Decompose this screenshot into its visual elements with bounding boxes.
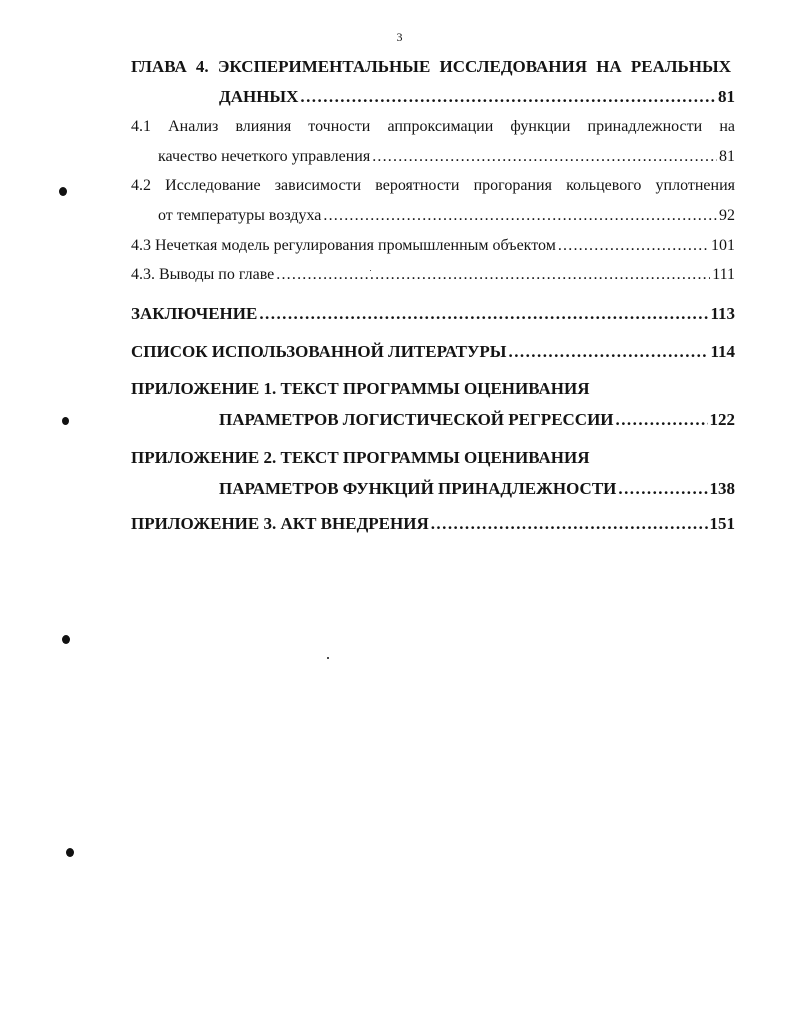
page-number: 3	[396, 30, 403, 44]
toc-page-number: 101	[711, 237, 735, 254]
toc-chapter-4-title: ГЛАВА 4. ЭКСПЕРИМЕНТАЛЬНЫЕ ИССЛЕДОВАНИЯ НА РЕАЛЬНЫХ	[131, 57, 731, 76]
toc-entry-chapter-conclusions[interactable]	[131, 266, 735, 284]
toc-entry-section-4-2[interactable]	[158, 207, 735, 225]
toc-page-number: 81	[718, 87, 735, 106]
toc-page-number: 151	[709, 514, 735, 533]
toc-entry-conclusion[interactable]	[131, 304, 735, 324]
toc-chapter-4-title-cont: ДАННЫХ	[219, 87, 299, 106]
dot-leader	[558, 237, 709, 255]
dot-leader	[276, 266, 710, 284]
toc-section-4-1-title: 4.1 Анализ влияния точности аппроксимации функции принадлежности на	[131, 118, 735, 135]
toc-appendix-1-title	[131, 379, 735, 399]
toc-appendix-2-title-line1: ПРИЛОЖЕНИЕ 2. ТЕКСТ ПРОГРАММЫ ОЦЕНИВАНИЯ	[131, 448, 590, 467]
toc-page-number: 81	[719, 148, 735, 165]
toc-page-number: 92	[719, 207, 735, 224]
toc-entry-section-4-1[interactable]	[158, 148, 735, 166]
toc-section-4-1-title-cont: качество нечеткого управления	[158, 148, 371, 165]
toc-section-4-3-title: 4.3 Нечеткая модель регулирования промышленным объектом	[131, 237, 556, 254]
scan-hole-mark	[62, 417, 69, 425]
toc-section-4-2-title-cont: от температуры воздуха	[158, 207, 322, 224]
toc-section-4-2-title: 4.2 Исследование зависимости вероятности прогорания кольцевого уплотнения	[131, 177, 735, 194]
toc-appendix-2-title	[131, 448, 735, 468]
toc-appendix-1-title-line1: ПРИЛОЖЕНИЕ 1. ТЕКСТ ПРОГРАММЫ ОЦЕНИВАНИЯ	[131, 379, 590, 398]
scan-speck	[327, 657, 329, 659]
toc-entry-section-4-3[interactable]	[131, 237, 735, 255]
dot-leader	[431, 514, 708, 534]
toc-appendix-3-title: ПРИЛОЖЕНИЕ 3. АКТ ВНЕДРЕНИЯ	[131, 514, 429, 533]
toc-chapter-conclusions-title: 4.3. Выводы по главе	[131, 266, 275, 283]
toc-references-title: СПИСОК ИСПОЛЬЗОВАННОЙ ЛИТЕРАТУРЫ	[131, 342, 507, 361]
scan-speck	[370, 270, 371, 271]
scan-hole-mark	[59, 187, 67, 196]
toc-entry-chapter-4[interactable]	[219, 87, 735, 107]
toc-entry-appendix-2[interactable]	[219, 479, 735, 499]
scan-hole-mark	[62, 635, 70, 644]
toc-page-number: 113	[710, 304, 735, 323]
dot-leader	[323, 207, 717, 225]
dot-leader	[300, 87, 716, 107]
dot-leader	[372, 148, 717, 166]
toc-entry-appendix-1[interactable]	[219, 410, 735, 430]
dot-leader	[616, 410, 708, 430]
toc-conclusion-title: ЗАКЛЮЧЕНИЕ	[131, 304, 258, 323]
toc-page-number: 114	[710, 342, 735, 361]
scan-hole-mark	[66, 848, 74, 857]
toc-appendix-2-title-cont: ПАРАМЕТРОВ ФУНКЦИЙ ПРИНАДЛЕЖНОСТИ	[219, 479, 617, 498]
dot-leader	[259, 304, 708, 324]
toc-page-number: 111	[712, 266, 735, 283]
toc-appendix-1-title-cont: ПАРАМЕТРОВ ЛОГИСТИЧЕСКОЙ РЕГРЕССИИ	[219, 410, 614, 429]
dot-leader	[509, 342, 709, 362]
toc-page-number: 122	[709, 410, 735, 429]
toc-page-number: 138	[709, 479, 735, 498]
toc-entry-references[interactable]	[131, 342, 735, 362]
toc-entry-appendix-3[interactable]	[131, 514, 735, 534]
dot-leader	[618, 479, 707, 499]
